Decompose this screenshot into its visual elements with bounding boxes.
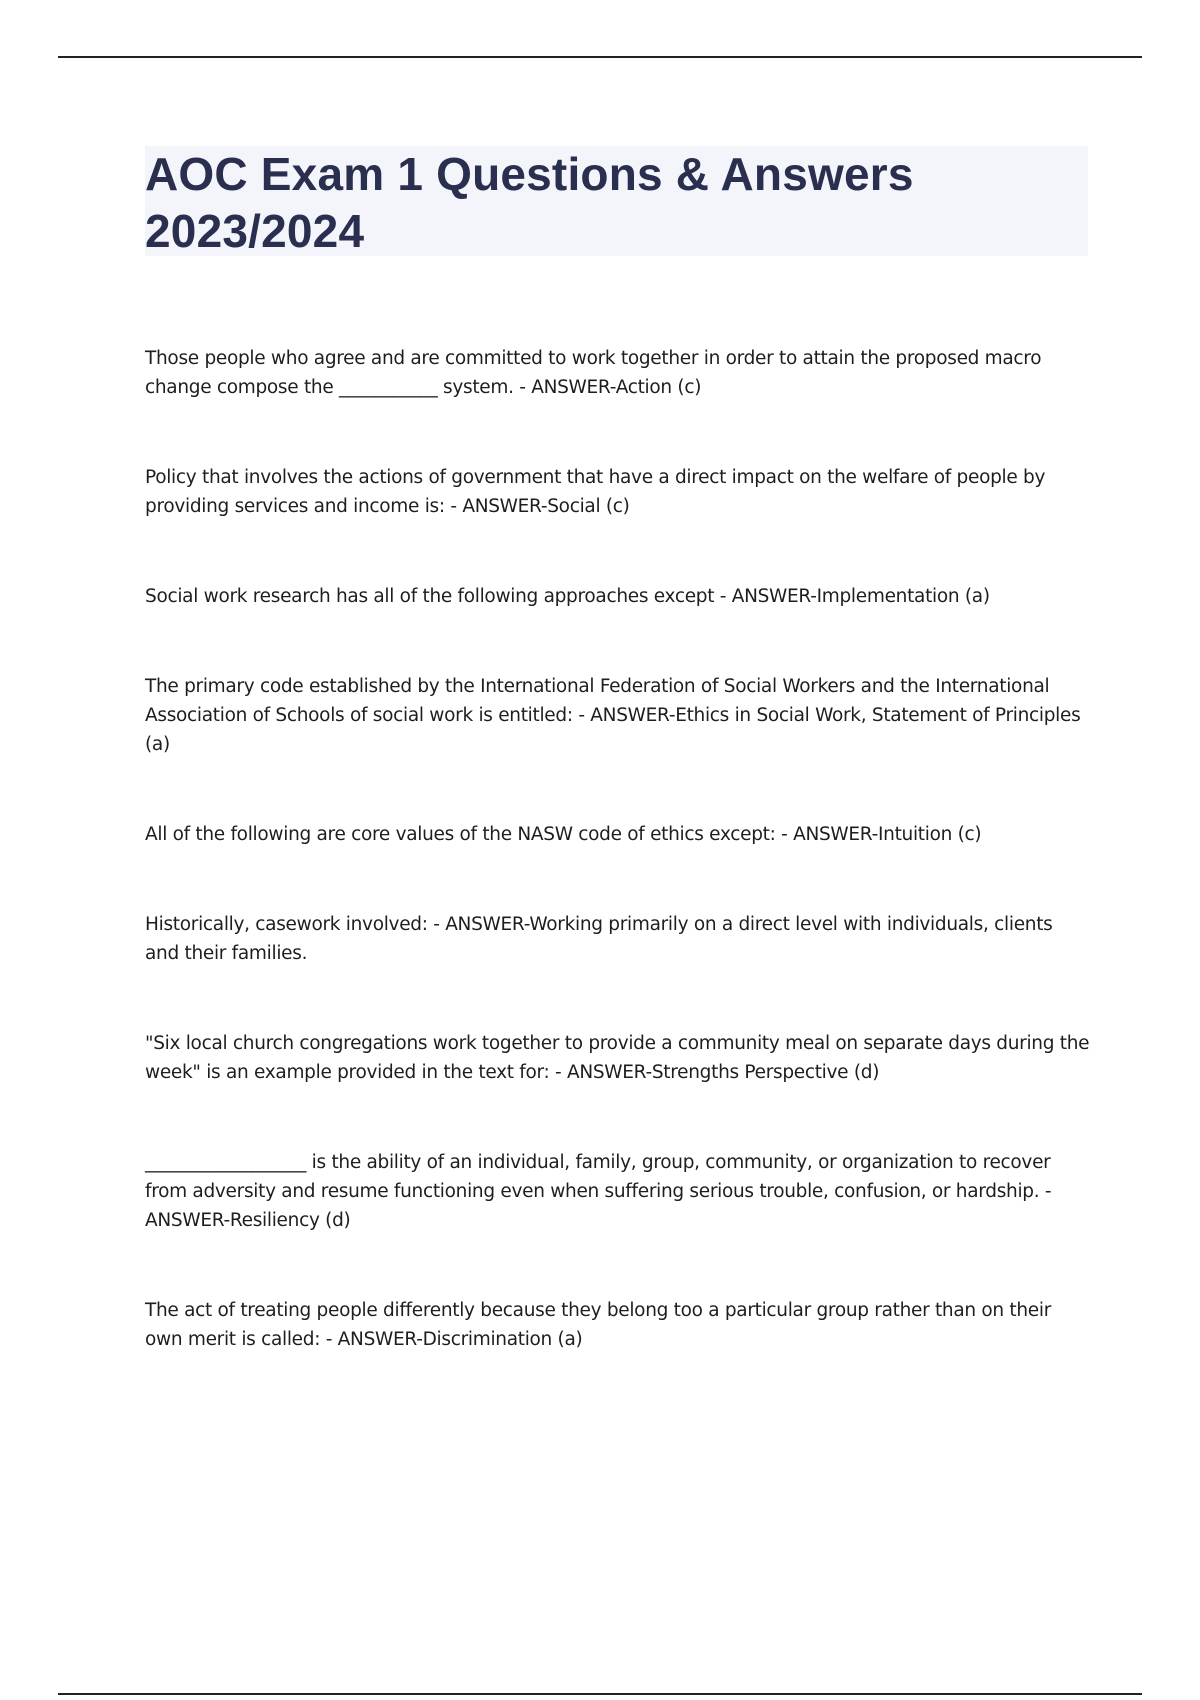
qa-item: __________________ is the ability of an individual, family, group, community, or organization to recover from adversity and resume functioning even when suffering serious trouble, confusion, or hardship. - ANSWER-Resiliency (d) [145,1152,1052,1231]
page-title: AOC Exam 1 Questions & Answers 2023/2024 [145,148,914,257]
footer-rule [58,1693,1142,1695]
qa-item: Those people who agree and are committed to work together in order to attain the proposed macro change compose the ___________ system. - ANSWER-Action (c) [145,348,1042,398]
qa-item: The act of treating people differently because they belong too a particular group rather than on their own merit is called: - ANSWER-Discrimination (a) [145,1300,1052,1350]
header-rule [58,56,1142,58]
qa-item: Historically, casework involved: - ANSWER-Working primarily on a direct level with individuals, clients and their families. [145,914,1053,964]
qa-list [145,344,1090,1415]
qa-item: The primary code established by the International Federation of Social Workers and the International Association of Schools of social work is entitled: - ANSWER-Ethics in Social Work, Statement of Principles (a) [145,676,1081,755]
qa-item: All of the following are core values of the NASW code of ethics except: - ANSWER-Intuition (c) [145,824,982,845]
title-banner [145,146,1088,256]
qa-item: "Six local church congregations work together to provide a community meal on separate days during the week" is an example provided in the text for: - ANSWER-Strengths Perspective (d) [145,1033,1090,1083]
qa-item: Policy that involves the actions of government that have a direct impact on the welfare of people by providing services and income is: - ANSWER-Social (c) [145,467,1046,517]
qa-item: Social work research has all of the following approaches except - ANSWER-Implementation (a) [145,586,990,607]
